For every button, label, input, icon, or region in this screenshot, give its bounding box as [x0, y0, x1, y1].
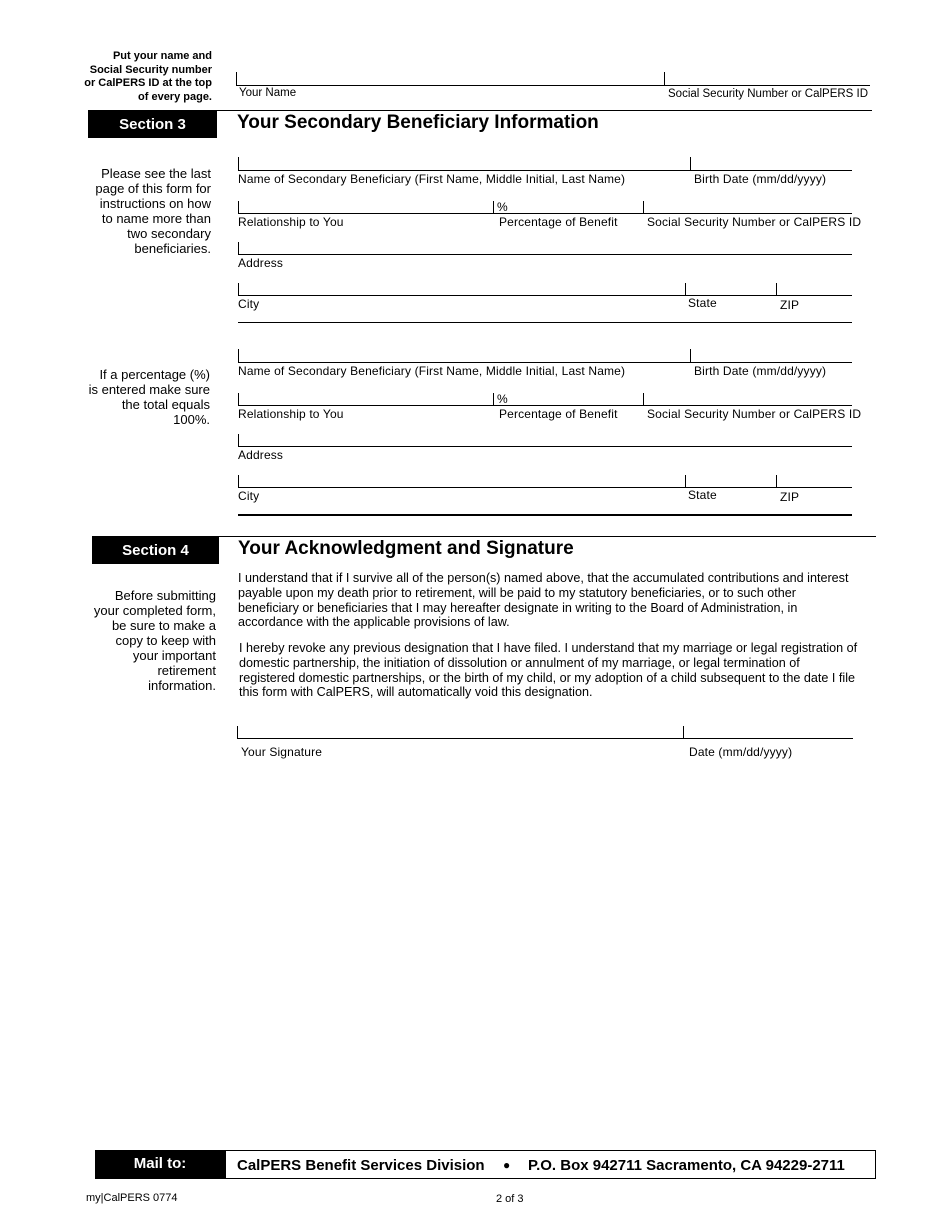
beneficiary-2-ssn-field[interactable]	[643, 392, 852, 406]
beneficiary-1-name-label: Name of Secondary Beneficiary (First Name, Middle Initial, Last Name)	[238, 172, 626, 186]
header-field-line	[236, 85, 870, 86]
beneficiary-2-address-tick	[238, 434, 239, 446]
beneficiary-1-city-label: City	[238, 297, 260, 311]
signature-line	[237, 738, 853, 739]
beneficiary-1-percentage-field[interactable]	[493, 200, 641, 214]
beneficiary-1-state-field[interactable]	[685, 282, 775, 296]
beneficiary-1-relationship-field[interactable]	[238, 200, 492, 214]
beneficiary-2-name-label: Name of Secondary Beneficiary (First Name, Middle Initial, Last Name)	[238, 364, 626, 378]
beneficiary-2-zip-tick	[776, 475, 777, 487]
beneficiary-2-percentage-field[interactable]	[493, 392, 641, 406]
acknowledgment-paragraph-2: I hereby revoke any previous designation that I have filed. I understand that my marriage or legal registration of domestic partnership, the initiation of dissolution or annulment of my marriage, or legal termination of registered domestic partnerships, or the birth of my child, or my adoption of a child subsequent to the date I file this form with CalPERS, will automatically void this designation.	[239, 641, 858, 700]
beneficiary-2-city-line	[238, 487, 852, 488]
beneficiary-1-address-label: Address	[238, 256, 284, 270]
beneficiary-2-address-line	[238, 446, 852, 447]
beneficiary-2-city-tick	[238, 475, 239, 487]
mail-division: CalPERS Benefit Services Division	[237, 1157, 485, 1174]
beneficiary-2-zip-label: ZIP	[780, 490, 800, 504]
beneficiary-2-state-field[interactable]	[685, 474, 775, 488]
beneficiary-1-ssn-tick	[643, 201, 644, 213]
mail-to-label: Mail to:	[95, 1150, 225, 1179]
beneficiary-2-city-label: City	[238, 489, 260, 503]
section3-title: Your Secondary Beneficiary Information	[237, 112, 599, 133]
beneficiary-2-relationship-field[interactable]	[238, 392, 492, 406]
beneficiary-2-address-field[interactable]	[238, 433, 852, 447]
signature-tick	[237, 726, 238, 738]
beneficiary-1-birthdate-label: Birth Date (mm/dd/yyyy)	[694, 172, 827, 186]
beneficiary-2-birthdate-label: Birth Date (mm/dd/yyyy)	[694, 364, 827, 378]
beneficiary-1-name-line	[238, 170, 852, 171]
beneficiary-1-state-tick	[685, 283, 686, 295]
beneficiary-1-birthdate-tick	[690, 157, 691, 170]
beneficiary-2-relationship-tick	[238, 393, 239, 405]
section4-badge: Section 4	[92, 537, 219, 564]
beneficiary-1-address-line	[238, 254, 852, 255]
beneficiary-1-zip-field[interactable]	[776, 282, 852, 296]
beneficiary-2-name-line	[238, 362, 852, 363]
beneficiary-1-percentage-tick	[493, 201, 494, 213]
beneficiary-2-ssn-label: Social Security Number or CalPERS ID	[647, 407, 862, 421]
beneficiary-1-city-field[interactable]	[238, 282, 684, 296]
your-name-label: Your Name	[239, 87, 297, 99]
mail-address-box	[225, 1150, 876, 1179]
signature-field[interactable]	[237, 725, 683, 739]
beneficiary-1-relationship-tick	[238, 201, 239, 213]
header-ssn-label: Social Security Number or CalPERS ID	[668, 88, 869, 100]
beneficiary-2-zip-field[interactable]	[776, 474, 852, 488]
header-instruction-note: Put your name and Social Security number or CalPERS ID at the top of every page.	[84, 50, 212, 103]
bullet-icon: ●	[503, 1158, 511, 1172]
beneficiary-2-address-label: Address	[238, 448, 284, 462]
beneficiary-2-relationship-label: Relationship to You	[238, 407, 344, 421]
beneficiary-1-address-tick	[238, 242, 239, 254]
beneficiary-1-percentage-label: Percentage of Benefit	[499, 215, 618, 229]
beneficiary-2-ssn-tick	[643, 393, 644, 405]
beneficiary-1-ssn-field[interactable]	[643, 200, 852, 214]
signature-date-field[interactable]	[684, 725, 853, 739]
beneficiary-2-birthdate-tick	[690, 349, 691, 362]
beneficiary-2-name-tick	[238, 349, 239, 362]
section3-note-instructions: Please see the last page of this form for instructions on how to name more than two secondary beneficiaries.	[95, 166, 211, 256]
beneficiary-1-city-line	[238, 295, 852, 296]
beneficiary-2-percentage-tick	[493, 393, 494, 405]
section4-note: Before submitting your completed form, be sure to make a copy to keep with your important retirement information.	[93, 588, 216, 693]
beneficiary-2-bottom-rule	[238, 514, 852, 516]
beneficiary-1-address-field[interactable]	[238, 241, 852, 255]
page-number: 2 of 3	[496, 1193, 524, 1205]
acknowledgment-paragraph-1: I understand that if I survive all of the person(s) named above, that the accumulated contributions and interest payable upon my death prior to retirement, will be paid to my statutory beneficiaries, or to such other beneficiary or beneficiaries that I may hereafter designate in writing to the Board of Administration, in accordance with the applicable provisions of law.	[238, 571, 849, 630]
beneficiary-1-name-tick	[238, 157, 239, 170]
beneficiary-2-state-tick	[685, 475, 686, 487]
beneficiary-2-relationship-line	[238, 405, 852, 406]
beneficiary-1-zip-label: ZIP	[780, 298, 800, 312]
signature-label: Your Signature	[241, 745, 323, 759]
beneficiary-1-ssn-label: Social Security Number or CalPERS ID	[647, 215, 862, 229]
beneficiary-1-zip-tick	[776, 283, 777, 295]
form-id: my|CalPERS 0774	[86, 1192, 178, 1204]
beneficiary-1-relationship-line	[238, 213, 852, 214]
beneficiary-2-state-label: State	[688, 488, 717, 502]
header-ssn-tick	[664, 72, 665, 86]
beneficiary-1-relationship-label: Relationship to You	[238, 215, 344, 229]
beneficiary-2-city-field[interactable]	[238, 474, 684, 488]
section3-note-percentage: If a percentage (%) is entered make sure the total equals 100%.	[88, 367, 210, 427]
beneficiary-1-state-label: State	[688, 296, 717, 310]
beneficiary-2-percentage-label: Percentage of Benefit	[499, 407, 618, 421]
beneficiary-1-city-tick	[238, 283, 239, 295]
beneficiary-1-bottom-rule	[238, 322, 852, 323]
section3-badge: Section 3	[88, 111, 217, 138]
signature-date-tick	[683, 726, 684, 738]
your-name-tick	[236, 72, 237, 86]
mail-po-box: P.O. Box 942711 Sacramento, CA 94229-2711	[528, 1157, 845, 1174]
beneficiary-1-percent-sign: %	[497, 200, 508, 214]
beneficiary-2-percent-sign: %	[497, 392, 508, 406]
section4-title: Your Acknowledgment and Signature	[238, 538, 574, 559]
signature-date-label: Date (mm/dd/yyyy)	[689, 745, 793, 759]
